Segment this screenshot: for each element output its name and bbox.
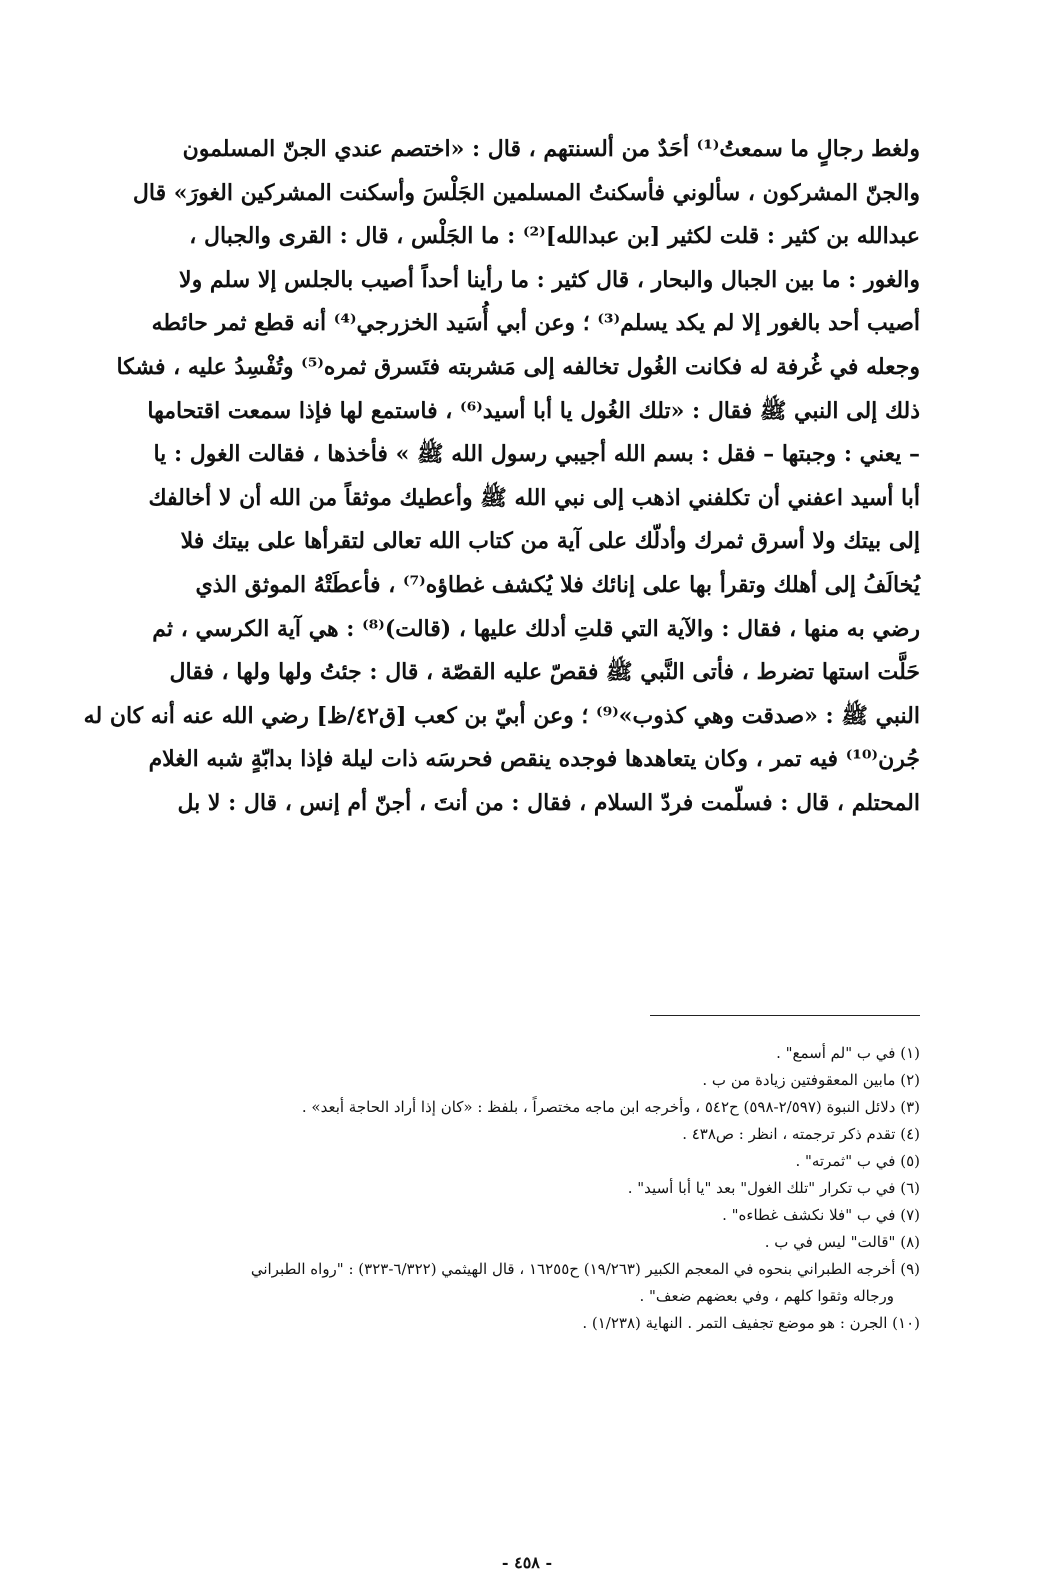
footnote: (٨) "قالت" ليس في ب . [764, 1233, 920, 1251]
text-line: ذلك إلى النبي ﷺ فقال : «تلك الغُول يا أبا أسيد⁽⁶⁾ ، فاستمع لها فإذا سمعت اقتحامها [147, 397, 920, 424]
text-line: رضي به منها ، فقال : والآية التي قلتِ أدلك عليها ، (قالت)⁽⁸⁾ : هي آية الكرسي ، ثم [152, 615, 920, 642]
footnotes-block [120, 1040, 920, 1337]
footnote: (٣) دلائل النبوة (٢/٥٩٧-٥٩٨) ح٥٤٢ ، وأخرجه ابن ماجه مختصراً ، بلفظ : «كان إذا أراد الحاجة أبعد» . [301, 1098, 920, 1116]
text-line: أبا أسيد اعفني أن تكلفني اذهب إلى نبي الله ﷺ وأعطيك موثقاً من الله أن لا أخالفك [148, 484, 920, 511]
text-line: – يعني : وجبتها – فقل : بسم الله أجيبي رسول الله ﷺ » فأخذها ، فقالت الغول : يا [153, 441, 920, 468]
text-line: حَلَّت استها تضرط ، فأتى النَّبي ﷺ فقصّ عليه القصّة ، قال : جئتُ ولها ولها ، فقال [169, 659, 920, 686]
text-line: والجنّ المشركون ، سألوني فأسكنتُ المسلمين الجَلْسَ وأسكنت المشركين الغورَ» قال [132, 179, 920, 206]
footnote: (٧) في ب "فلا نكشف غطاءه" . [722, 1206, 920, 1224]
footnote-continuation: ورجاله وثقوا كلهم ، وفي بعضهم ضعف" . [639, 1287, 894, 1305]
footnote-divider [650, 1015, 920, 1016]
text-line: المحتلم ، قال : فسلّمت فردّ السلام ، فقال : من أنتَ ، أجنّ أم إنس ، قال : لا بل [177, 789, 920, 816]
text-line: النبي ﷺ : «صدقت وهي كذوب»⁽⁹⁾ ؛ وعن أبيّ بن كعب [ق٤٢/ظ] رضي الله عنه أنه كان له [83, 702, 920, 729]
text-line: والغور : ما بين الجبال والبحار ، قال كثير : ما رأينا أحداً أصيب بالجلس إلا سلم ولا [179, 266, 920, 293]
text-line: يُخالَفُ إلى أهلك وتقرأ بها على إنائك فلا يُكشف غطاؤه⁽⁷⁾ ، فأعطَتْهُ الموثق الذي [195, 571, 920, 598]
footnote: (١٠) الجرن : هو موضع تجفيف التمر . النهاية (١/٢٣٨) . [582, 1314, 920, 1332]
footnote: (٦) في ب تكرار "تلك الغول" بعد "يا أبا أسيد" . [627, 1179, 920, 1197]
text-line: ولغط رجالٍ ما سمعتُ⁽¹⁾ أحَدٌ من ألسنتهم ، قال : «اختصم عندي الجنّ المسلمون [182, 136, 920, 162]
footnote: (٢) مابين المعقوفتين زيادة من ب . [702, 1071, 920, 1089]
footnote: (١) في ب "لم أسمع" . [776, 1044, 920, 1062]
page-number: - ٤٥٨ - [501, 1553, 553, 1572]
text-line: أصيب أحد بالغور إلا لم يكد يسلم⁽³⁾ ؛ وعن أبي أُسَيد الخزرجي⁽⁴⁾ أنه قطع ثمر حائطه [151, 310, 920, 337]
footnote: (٥) في ب "ثمرته" . [795, 1152, 920, 1170]
main-text-block [83, 128, 920, 826]
text-line: عبدالله بن كثير : قلت لكثير [بن عبدالله]⁽²⁾ : ما الجَلْس ، قال : القرى والجبال ، [189, 223, 920, 250]
text-line: جُرن⁽¹⁰⁾ فيه تمر ، وكان يتعاهدها فوجده ينقص فحرسَه ذات ليلة فإذا بدابّةٍ شبه الغلام [148, 746, 920, 773]
text-line: إلى بيتك ولا أسرق ثمرك وأدلّك على آية من كتاب الله تعالى لتقرأها على بيتك فلا [180, 528, 920, 555]
footnote: (٩) أخرجه الطبراني بنحوه في المعجم الكبير (١٩/٢٦٣) ح١٦٢٥٥ ، قال الهيثمي (٦/٣٢٢-٣٢٣) : "رواه الطبراني [250, 1260, 920, 1278]
text-line: وجعله في غُرفة له فكانت الغُول تخالفه إلى مَشربته فتَسرق ثمره⁽⁵⁾ وتُفْسِدُ عليه ، فشكا [116, 353, 920, 380]
footnote: (٤) تقدم ذكر ترجمته ، انظر : ص٤٣٨ . [682, 1125, 920, 1143]
